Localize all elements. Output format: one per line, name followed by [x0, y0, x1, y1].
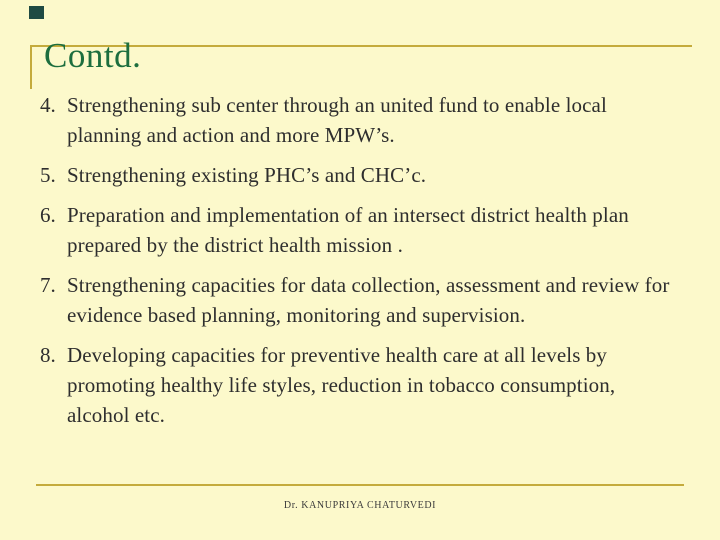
list-item — [40, 200, 674, 260]
list-item-text: Strengthening existing PHC’s and CHC’c. — [67, 163, 427, 187]
list-item-number: 6. — [40, 203, 56, 227]
list-item-number: 7. — [40, 273, 56, 297]
corner-accent-mark — [29, 6, 44, 19]
bullet-list — [40, 90, 674, 440]
list-item-number: 8. — [40, 343, 56, 367]
footer-author: Dr. KANUPRIYA CHATURVEDI — [283, 500, 437, 511]
list-item-text: Strengthening sub center through an united fund to enable local planning and action and more MPW’s. — [67, 93, 607, 147]
list-item-number: 4. — [40, 93, 56, 117]
list-item — [40, 270, 674, 330]
list-item-text: Developing capacities for preventive health care at all levels by promoting healthy life styles, reduction in tobacco consumption, alcohol etc. — [67, 343, 616, 427]
slide-title: Contd. — [44, 36, 142, 75]
list-item — [40, 90, 674, 150]
list-item-text: Strengthening capacities for data collection, assessment and review for evidence based planning, monitoring and supervision. — [67, 273, 670, 327]
list-item — [40, 340, 674, 430]
footer-divider-rule — [36, 484, 684, 486]
list-item-text: Preparation and implementation of an intersect district health plan prepared by the district health mission . — [67, 203, 629, 257]
list-item — [40, 160, 674, 190]
list-item-number: 5. — [40, 163, 56, 187]
